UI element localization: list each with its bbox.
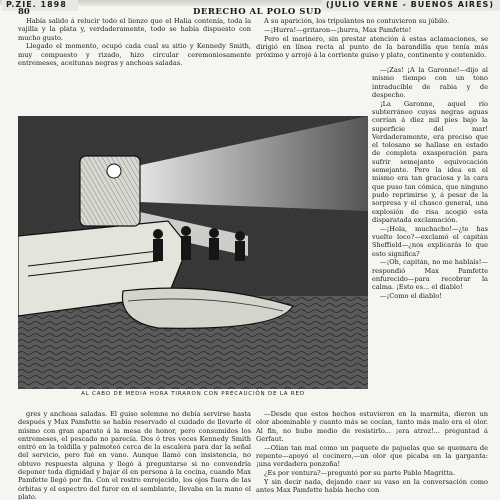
text-column-left-top: [18, 17, 251, 117]
illustration-caption: AL CABO DE MEDIA HORA TIRARON CON PRECAUCIÓN DE LA RED: [81, 391, 305, 397]
paragraph: —¡Oh, capitán, no me hablaís!—respondió Max Pamfette enfurecido—para recobrar la calma. ¡Esto es... el diablo!: [372, 258, 488, 292]
text-column-right-top: [256, 17, 488, 69]
paragraph: —Desde que estos hechos estuvieron en la marmita, dieron un olor abominable y cuanto más se cocían, tanto más malo era el olor. Al fin, no hubo medio de resistirlo... ¡era atroz!... preguntad á Gerfaut.: [256, 410, 488, 443]
paragraph: —¡Como el diablo!: [380, 292, 442, 301]
paragraph: —¡Hurra!—gritaron—¡hurra, Max Pamfette!: [264, 25, 412, 34]
paragraph: Pero el marinero, sin prestar atención á estas aclamaciones, se dirigió en línea recta al punto de la barandilla que tenía más próximo y arrojó á la corriente guiso y plato, continente y contenido.: [256, 34, 488, 60]
text-column-narrow: [372, 66, 488, 378]
paragraph: A su aparición, los tripulantes no contuvieron su júbilo.: [264, 17, 450, 25]
engraving-illustration: [18, 116, 368, 389]
paragraph: gres y anchoas saladas. El guiso solemne no debía servirse hasta después y Max Pamfette se había reservado el cuidado de llevarle él mismo con gran aparato á la mesa de honor, pero consumidos los entremeses, el pescado no parecía. Dos ó tres veces Kennedy Smith entró en la toldilla y palmoteó cerca de la escalera para dar la señal del servicio, pero fué en vano. Aunque llamó con insistencia, no obtuvo respuesta alguna y llegó á preguntarse si no convendría deponer toda dignidad y bajar él en persona á la cocina, cuando Max Pamfette llegó por fin. Con el rostro enrojecido, los ojos fuera de las órbitas y el espectro del furor en el semblante, llevaba en la mano el plato.: [18, 410, 251, 500]
text-column-bottom-left: [18, 410, 251, 500]
paragraph: ¿Es por ventura?—preguntó por su parte Pablo Magritta.: [264, 469, 456, 478]
text-column-bottom-right: [256, 410, 488, 500]
paragraph: Había salido á relucir todo el lienzo que el Halia contenía, toda la vajilla y la plata y, verdaderamente, todo se había dispuesto con mucho gusto.: [18, 17, 251, 42]
paragraph: —Olían tan mal como un paquete de pajuelas que se quemara de repente—apoyó el cocinero,—un olor que picaba en la garganta: ¡una verdadera ponzoña!: [256, 443, 488, 469]
engraving-drawing: [18, 116, 368, 389]
page-number: 80: [18, 7, 30, 17]
paragraph: ¡La Garonne, aquel río subterráneo cuyas negras aguas corrían á diez mil pies bajo la superficie del mar! Verdaderamente, era preciso que el tolosano se hallase en estado de completa exasperación para sufrir semejante equivocación semejante. Pero la idea en el mismo era tan graciosa y la cara que puso tan cómica, que ninguno pudo reprimirse y, á pesar de la sorpresa y el chasco general, una explosión de risa acogió esta disparatada exclamación.: [372, 99, 488, 224]
paragraph: Y sin decir nada, dejando caer su vaso en la conversación como antes Max Pamfette había hecho con: [256, 477, 488, 495]
paragraph: —¡Zas! ¡A la Garonne!—dijo al mismo tiempo con un tono intraducible de rabia y de despecho.: [372, 66, 488, 99]
running-title: DERECHO AL POLO SUD: [193, 7, 322, 17]
paragraph: —¡Hola, muchacho!—¿te has vuelto loco?—exclamó el capitán Sheffield—¿nos explicarás lo que esto significa?: [372, 224, 488, 258]
paragraph: Llegado el momento, ocupó cada cual su sitio y Kennedy Smith, muy compuesto y rizado, hizo circular ceremoniosamente entremeses, aceitunas negras y anchoas saladas.: [18, 42, 251, 67]
library-stamp-left: P.ZIE. 1898: [2, 0, 78, 11]
library-stamp-right: (JULIO VERNE - BUENOS AIRES): [322, 0, 500, 11]
